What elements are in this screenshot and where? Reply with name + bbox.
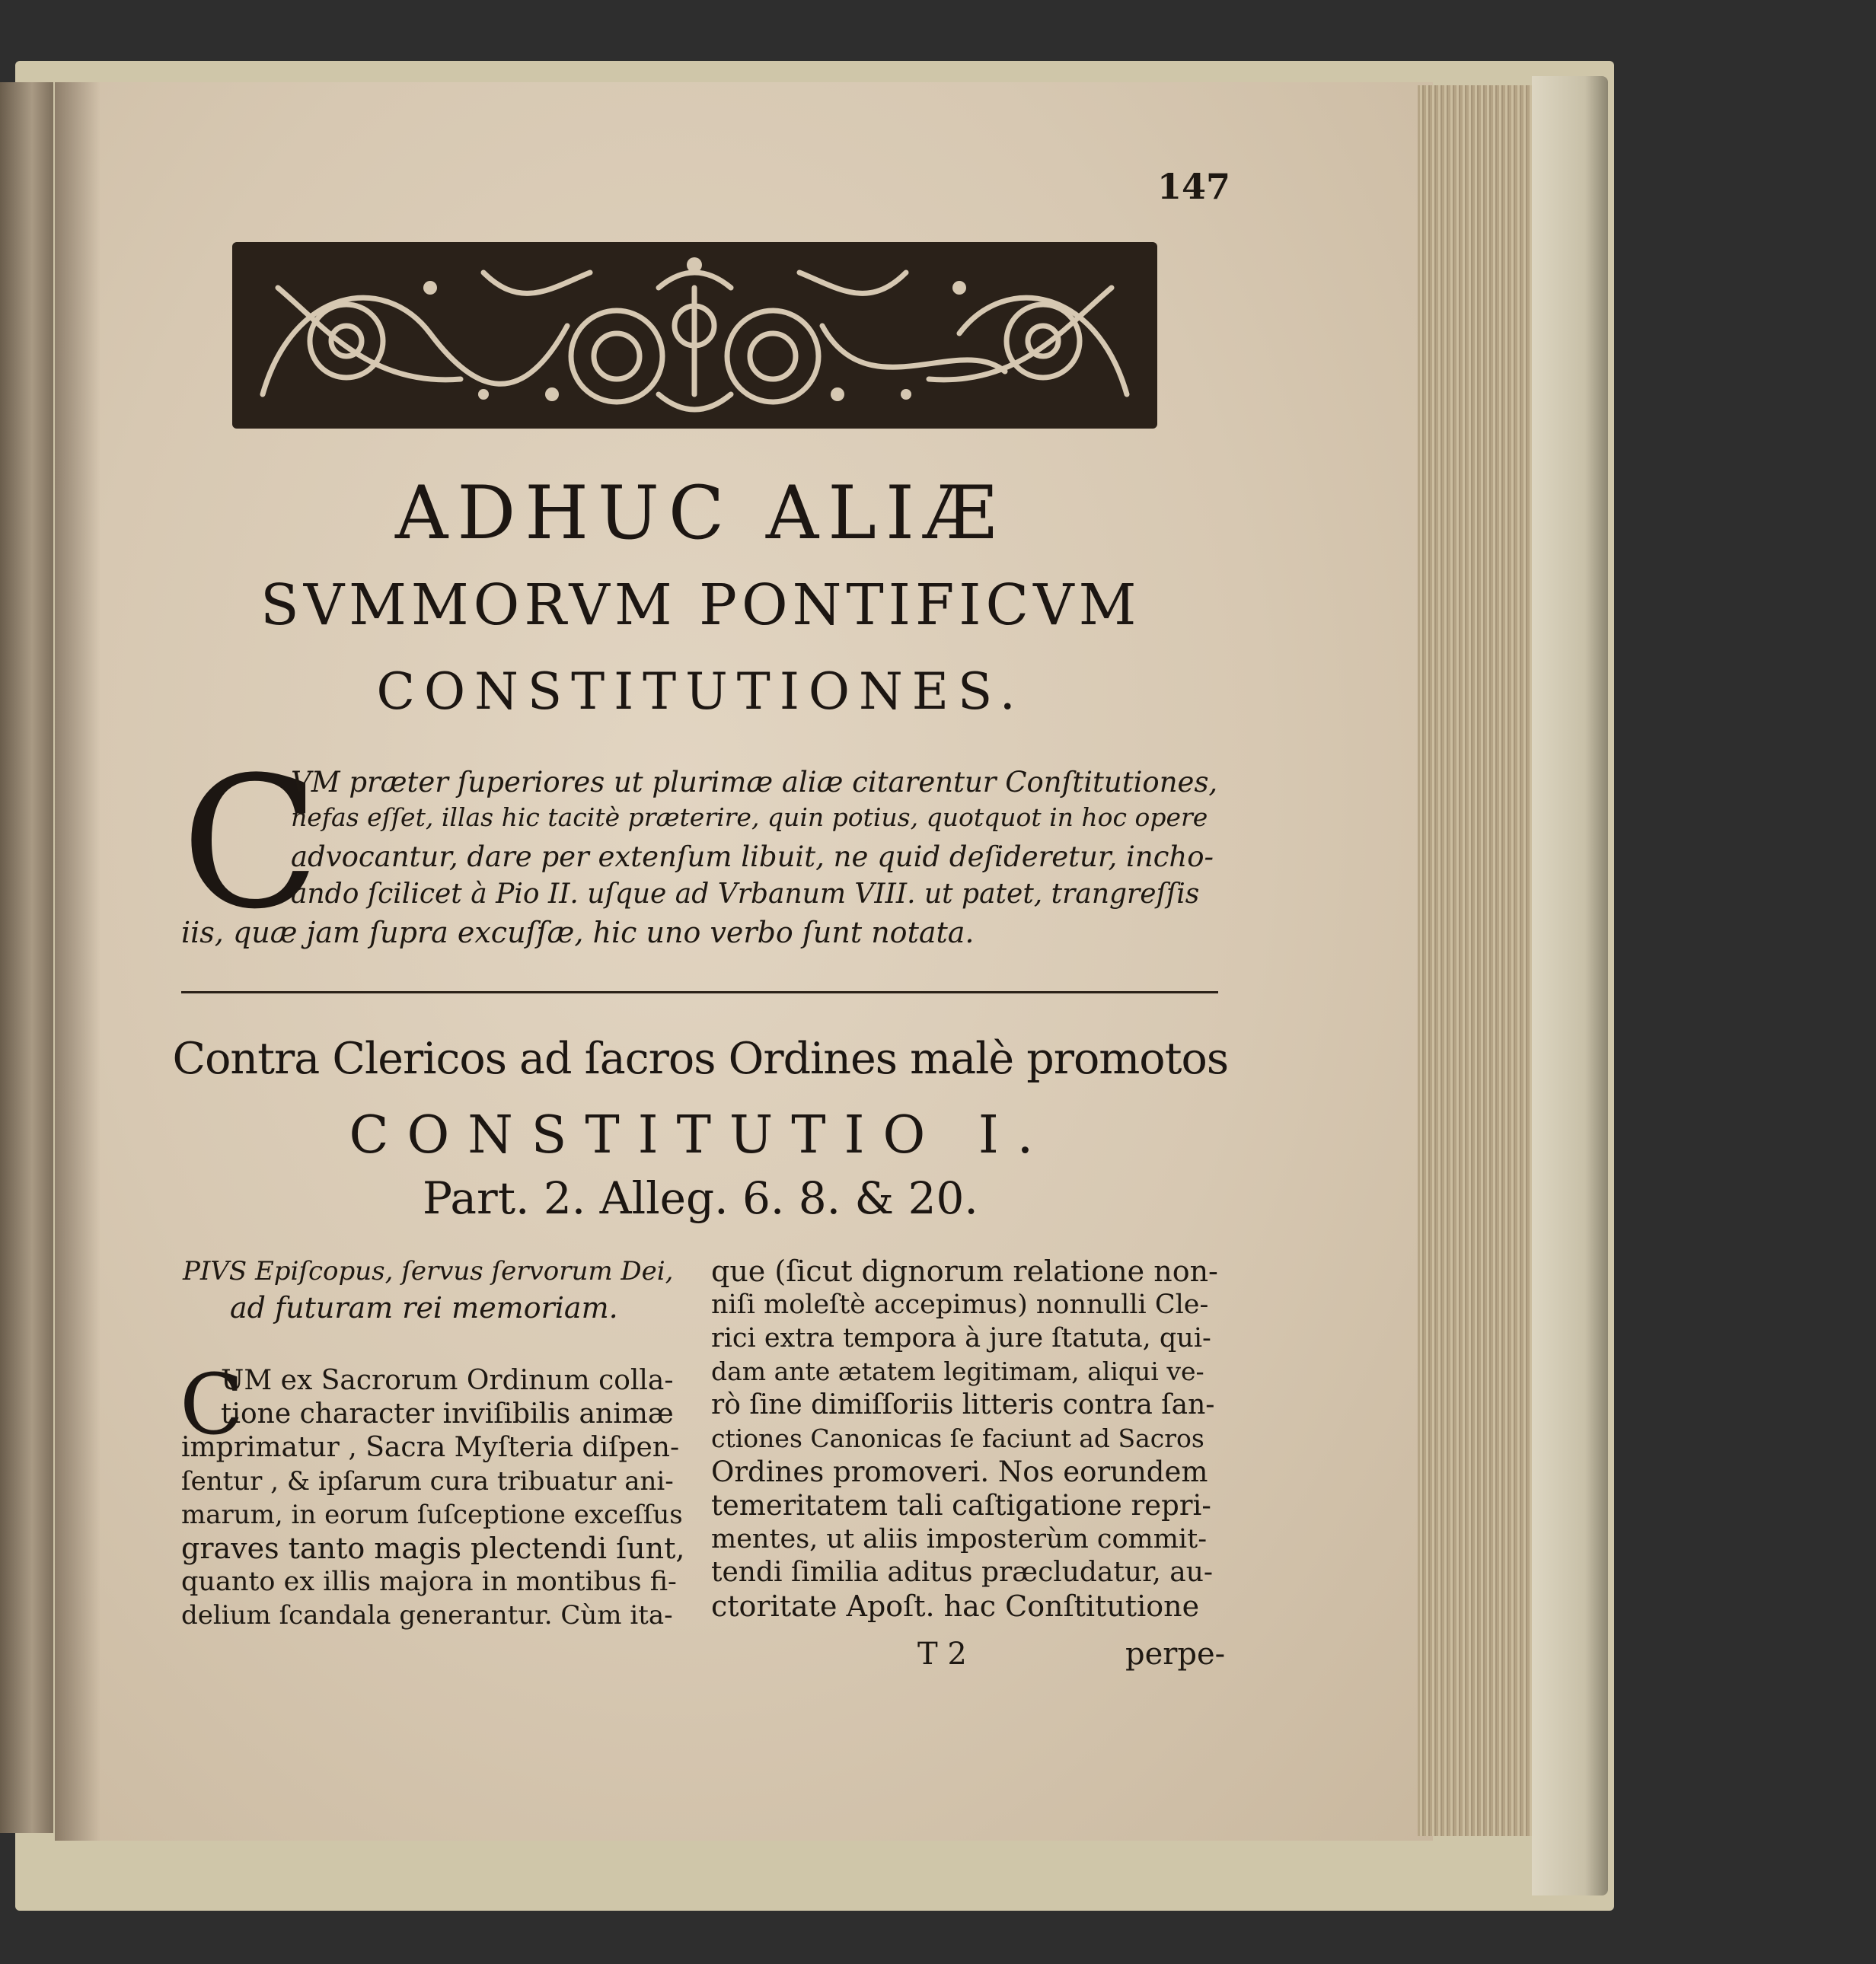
right-column-line: ctoritate Apoſt. hac Conſtitutione <box>711 1589 1200 1623</box>
right-column-line: Ordines promoveri. Nos eorundem <box>711 1455 1208 1488</box>
intro-line: ando ſcilicet à Pio II. uſque ad Vrbanum VIII. ut patet, trangreſſis <box>291 878 1200 910</box>
intro-line: VM præter ſuperiores ut plurimæ aliæ citarentur Conſtitutiones, <box>291 766 1218 799</box>
page-fore-edge <box>1418 85 1532 1836</box>
signature-mark: T 2 <box>917 1637 967 1672</box>
salutation-line: PIVS Epiſcopus, ſervus ſervorum Dei, <box>183 1256 674 1286</box>
section-title: Contra Clericos ad ſacros Ordines malè promotos <box>172 1034 1229 1084</box>
left-column-line: graves tanto magis plectendi ſunt, <box>181 1532 685 1565</box>
intro-line: advocantur, dare per extenſum libuit, ne quid deſideretur, incho- <box>291 840 1214 873</box>
right-column-line: tendi ſimilia aditus præcludatur, au- <box>711 1557 1214 1588</box>
right-column-line: rò ſine dimiſſoriis litteris contra ſan- <box>711 1389 1215 1420</box>
constitutio-heading: CONSTITUTIO I. <box>349 1105 1052 1165</box>
catchword: perpe- <box>1125 1637 1226 1672</box>
right-column-line: mentes, ut aliis imposterùm commit- <box>711 1524 1208 1554</box>
intro-line: iis, quæ jam ſupra excuſſæ, hic uno verbo ſunt notata. <box>181 916 975 949</box>
page-gutter-shadow <box>55 82 100 1841</box>
right-column-line: ctiones Canonicas ſe faciunt ad Sacros <box>711 1424 1204 1453</box>
allegation-reference: Part. 2. Alleg. 6. 8. & 20. <box>423 1172 978 1224</box>
right-column-line: dam ante ætatem legitimam, aliqui ve- <box>711 1357 1204 1386</box>
left-column-line: UM ex Sacrorum Ordinum colla- <box>221 1365 674 1396</box>
intro-line: nefas eſſet, illas hic tacitè præterire, quin potius, quotquot in hoc opere <box>291 802 1208 832</box>
left-column-line: quanto ex illis majora in montibus fi- <box>181 1567 677 1597</box>
heading-line-3: CONSTITUTIONES. <box>376 662 1025 721</box>
left-column-line: marum, in eorum ſuſceptione exceſſus <box>181 1500 683 1530</box>
separator-rule-right <box>693 991 1218 993</box>
right-column-line: que (ſicut dignorum relatione non- <box>711 1255 1218 1288</box>
salutation-line: ad futuram rei memoriam. <box>230 1291 618 1325</box>
right-column-line: niſi moleſtè accepimus) nonnulli Cle- <box>711 1290 1209 1320</box>
left-column-line: tione character inviſibilis animæ <box>221 1398 674 1430</box>
left-page-edge <box>0 82 53 1833</box>
ornament-headpiece <box>232 242 1157 429</box>
cover-right-edge <box>1532 76 1608 1895</box>
body-dropcap: C <box>180 1356 244 1453</box>
left-column-line: ſentur , & ipſarum cura tribuatur ani- <box>181 1466 674 1497</box>
heading-line-1: ADHUC ALIÆ <box>395 470 1006 556</box>
intro-dropcap: C <box>181 738 321 949</box>
separator-rule-left <box>181 991 699 993</box>
page-number: 147 <box>1157 166 1231 207</box>
left-column-line: imprimatur , Sacra Myſteria diſpen- <box>181 1432 680 1463</box>
left-column-line: delium ſcandala generantur. Cùm ita- <box>181 1600 673 1631</box>
right-column-line: rici extra tempora à jure ſtatuta, qui- <box>711 1323 1211 1353</box>
right-column-line: temeritatem tali caſtigatione repri- <box>711 1489 1211 1522</box>
heading-line-2: SVMMORVM PONTIFICVM <box>260 572 1141 638</box>
